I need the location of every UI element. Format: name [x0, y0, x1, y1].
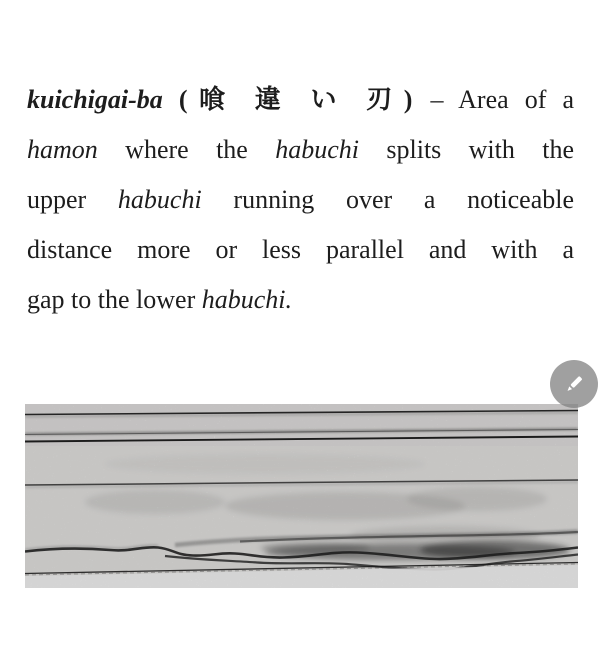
definition-text: gap to the lower	[27, 285, 196, 314]
italic-term: hamon	[27, 135, 98, 164]
definition-text: – Area of a	[430, 85, 574, 114]
definition-line-3	[27, 175, 574, 225]
italic-term: habuchi.	[201, 285, 292, 314]
definition-text: where the	[125, 135, 248, 164]
photo-grain-texture	[25, 404, 578, 588]
definition-line-5	[27, 275, 574, 325]
definition-paragraph	[27, 75, 574, 325]
edit-button[interactable]	[550, 360, 598, 408]
blade-photo-graphic	[25, 404, 578, 588]
definition-text: splits with the	[386, 135, 574, 164]
term-text: kuichigai-ba	[27, 85, 163, 114]
kanji-text: (喰 違 い 刃)	[178, 85, 415, 114]
definition-text: upper	[27, 185, 87, 214]
definition-text: running over a noticeable	[233, 185, 574, 214]
pencil-icon	[562, 372, 586, 396]
definition-text: distance more or less parallel and with a	[27, 235, 574, 264]
definition-line-4	[27, 225, 574, 275]
blade-photo	[25, 404, 578, 588]
definition-line-2	[27, 125, 574, 175]
definition-line-1	[27, 75, 574, 125]
italic-term: habuchi	[117, 185, 202, 214]
italic-term: habuchi	[275, 135, 359, 164]
